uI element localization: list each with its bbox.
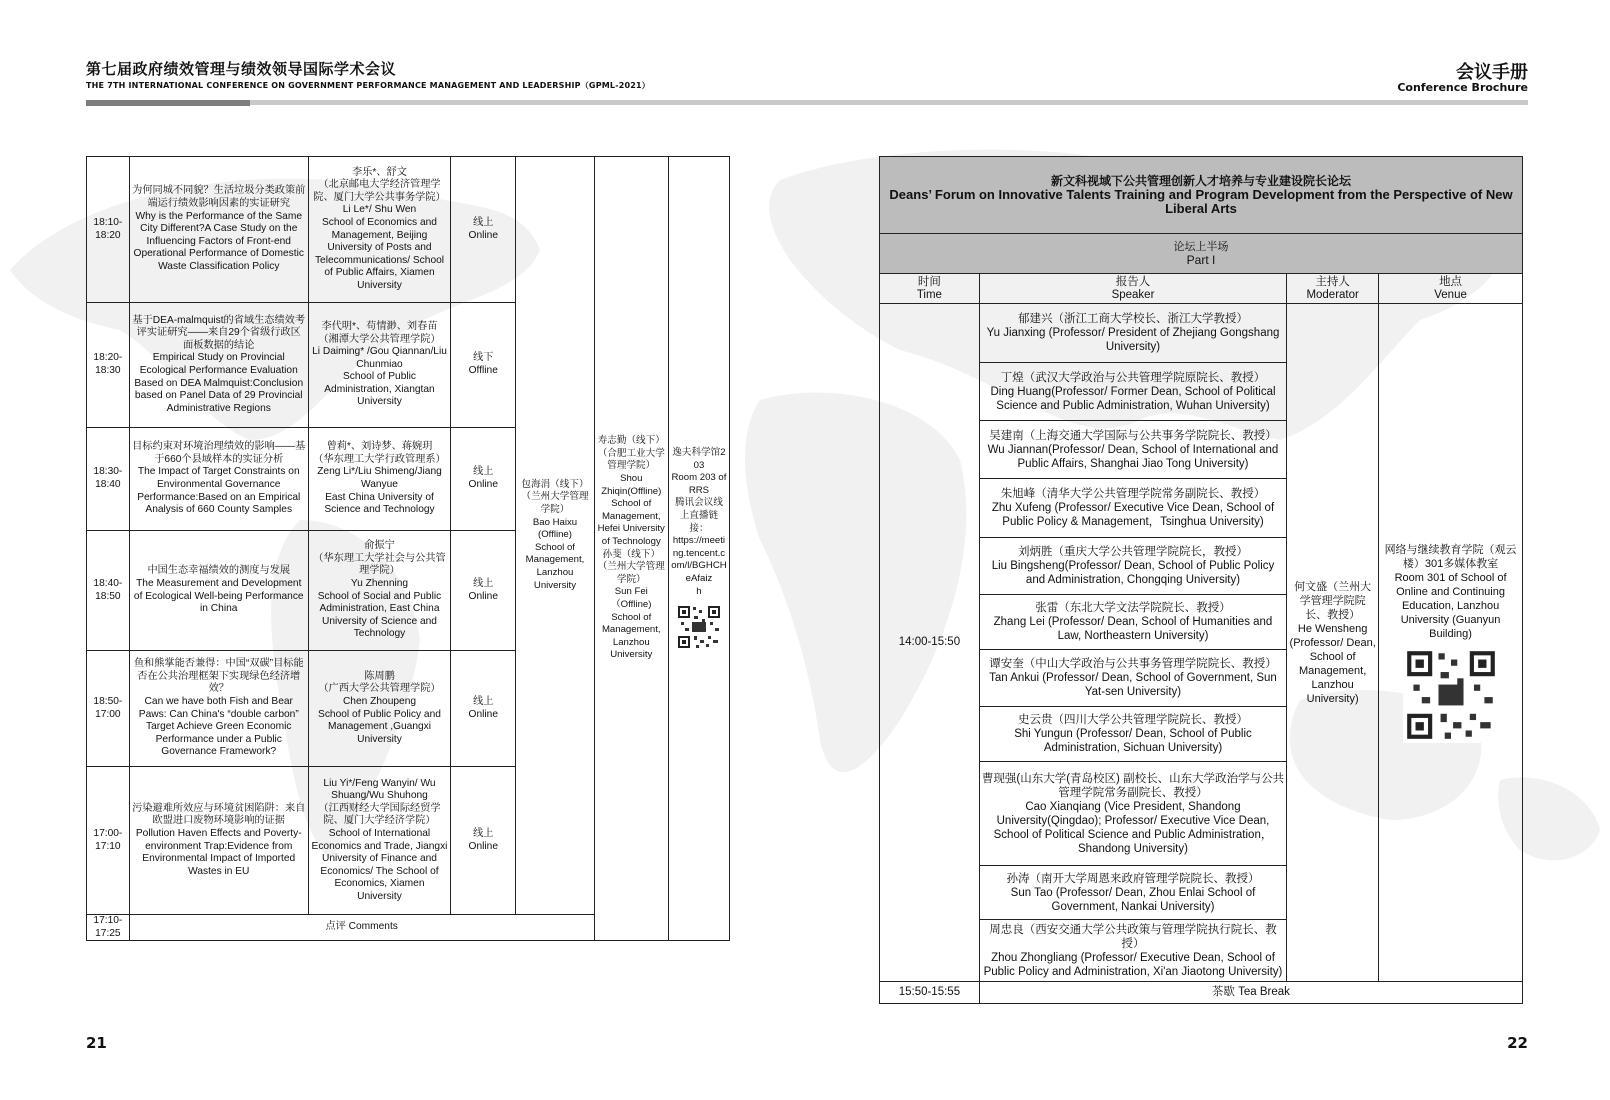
paper-title-cell: 为何同城不同貌？生活垃圾分类政策前端运行绩效影响因素的实证研究 Why is the Performance of the Same City Different?A Case Study on the Influencing Factors of Front-end Operational Performance of Domestic Waste Classification Policy: [129, 157, 308, 303]
paper-title-cell: 鱼和熊掌能否兼得：中国“双碳”目标能否在公共治理框架下实现绿色经济增效？ Can we have both Fish and Bear Paws: Can China's “double carbon” Target Achieve Green Economic Performance under a Public Governance Framework?: [129, 651, 308, 767]
brochure-title-en: Conference Brochure: [1397, 81, 1528, 94]
authors-cell: 曾莉*、刘诗梦、蒋婉玥 （华东理工大学行政管理系） Zeng Li*/Liu Shimeng/Jiang Wanyue East China University of Science and Technology: [308, 428, 450, 531]
page-number-left: 21: [86, 1034, 107, 1052]
venue-cell: [1379, 304, 1523, 982]
part-title-en: Part I: [1186, 252, 1216, 267]
part-heading-cell: [880, 234, 1523, 274]
speaker-row: [880, 304, 1523, 363]
forum-title-cn: 新文科视域下公共管理创新人才培养与专业建设院长论坛: [1050, 174, 1351, 188]
conference-title-en: THE 7TH INTERNATIONAL CONFERENCE ON GOVERNMENT PERFORMANCE MANAGEMENT AND LEADERSHIP（GPML-2021）: [86, 81, 650, 90]
moderator-header: 主持人 Moderator: [1287, 274, 1379, 304]
speaker-cell: 谭安奎（中山大学政治与公共事务管理学院院长、教授） Tan Ankui (Professor/ Dean, School of Government, Sun Yat-sen University): [979, 650, 1286, 707]
time-cell: 17:10- 17:25: [87, 915, 130, 941]
brochure-title-cn: 会议手册: [1456, 62, 1528, 83]
venue-text: 逸夫科学馆203 Room 203 of RRS 腾讯会议线上直播链接： https://meeting.tencent.com/l/BGHCHeAfaiz h: [671, 447, 727, 597]
discussant-cell: 寿志勤（线下） （合肥工业大学管理学院） Shou Zhiqin(Offline) School of Management, Hefei University of Technology 孙斐（线下） （兰州大学管理学院） Sun Fei （Offline) School of Management, Lanzhou University: [594, 157, 668, 941]
authors-cell: Liu Yi*/Feng Wanyin/ Wu Shuang/Wu Shuhong （江西财经大学国际经贸学院、厦门大学经济学院） School of International Economics and Trade, Jiangxi University of Finance and Economics/ The School of Economics, Xiamen University: [308, 767, 450, 915]
authors-cell: 李代明*、苟情渺、刘春苗 （湘潭大学公共管理学院） Li Daiming* /Gou Qiannan/Liu Chunmiao School of Public Administration, Xiangtan University: [308, 303, 450, 428]
session-schedule-table: [86, 156, 730, 941]
authors-cell: 俞振宁 （华东理工大学社会与公共管理学院） Yu Zhenning School of Social and Public Administration, East China University of Science and Technology: [308, 531, 450, 651]
time-header: 时间 Time: [880, 274, 980, 304]
paper-title-cell: 目标约束对环境治理绩效的影响——基于660个县域样本的实证分析 The Impact of Target Constraints on Environmental Governance Performance:Based on an Empirical Analysis of 660 County Samples: [129, 428, 308, 531]
time-cell: 18:10- 18:20: [87, 157, 130, 303]
qr-code-icon[interactable]: [1403, 647, 1499, 743]
time-cell: 18:40- 18:50: [87, 531, 130, 651]
authors-cell: 李乐*、舒文 （北京邮电大学经济管理学院、厦门大学公共事务学院） Li Le*/ Shu Wen School of Economics and Management, Beijing University of Posts and Telecommunications/ School of Public Affairs, Xiamen University: [308, 157, 450, 303]
speaker-cell: 吴建南（上海交通大学国际与公共事务学院院长、教授） Wu Jiannan(Professor/ Dean, School of International and Public Affairs, Shanghai Jiao Tong University): [979, 421, 1286, 479]
mode-cell: 线上 Online: [451, 531, 516, 651]
mode-cell: 线下 Offline: [451, 303, 516, 428]
speaker-cell: 孙涛（南开大学周恩来政府管理学院院长、教授） Sun Tao (Professor/ Dean, Zhou Enlai School of Government, Nankai University): [979, 866, 1286, 920]
venue-cell: [668, 157, 729, 941]
speaker-cell: 丁煌（武汉大学政治与公共管理学院原院长、教授） Ding Huang(Professor/ Former Dean, School of Political Science and Public Administration, Wuhan University): [979, 363, 1286, 421]
time-cell: 17:00- 17:10: [87, 767, 130, 915]
mode-cell: 线上 Online: [451, 428, 516, 531]
conference-title-cn: 第七届政府绩效管理与绩效领导国际学术会议: [86, 60, 397, 78]
time-cell: 18:30- 18:40: [87, 428, 130, 531]
forum-title-en: Deans’ Forum on Innovative Talents Training and Program Development from the Perspective of New Liberal Arts: [889, 187, 1513, 216]
venue-header: 地点 Venue: [1379, 274, 1523, 304]
speaker-cell: 刘炳胜（重庆大学公共管理学院院长，教授） Liu Bingsheng(Professor/ Dean, School of Public Policy and Administration, Chongqing University): [979, 538, 1286, 595]
break-row: [880, 982, 1523, 1004]
speaker-cell: 曹现强(山东大学(青岛校区) 副校长、山东大学政治学与公共管理学院常务副院长、教授） Cao Xianqiang (Vice President, Shandong University(Qingdao); Professor/ Executive Vice Dean, School of Political Science and Public Administration，Shandong University): [979, 762, 1286, 866]
mode-cell: 线上 Online: [451, 651, 516, 767]
paper-title-cell: 中国生态幸福绩效的测度与发展 The Measurement and Development of Ecological Well-being Performance in China: [129, 531, 308, 651]
header-rule-accent: [86, 100, 250, 106]
mode-cell: 线上 Online: [451, 767, 516, 915]
table-header-row: [880, 274, 1523, 304]
time-cell: 18:50- 17:00: [87, 651, 130, 767]
header-rule: [250, 100, 1528, 105]
moderator-cell: 包海涓（线下） （兰州大学管理学院） Bao Haixu (Offline) School of Management, Lanzhou University: [516, 157, 594, 915]
table-row: [87, 157, 730, 303]
authors-cell: 陈周鹏 （广西大学公共管理学院） Chen Zhoupeng School of Public Policy and Management ,Guangxi University: [308, 651, 450, 767]
paper-title-cell: 污染避难所效应与环境贫困陷阱：来自欧盟进口废物环境影响的证据 Pollution Haven Effects and Poverty-environment Trap:Evidence from Environmental Impact of Imported Wastes in EU: [129, 767, 308, 915]
page-number-right: 22: [1507, 1034, 1528, 1052]
speaker-cell: 周忠良（西安交通大学公共政策与管理学院执行院长、教授） Zhou Zhongliang (Professor/ Executive Dean, School of Public Policy and Administration, Xi'an Jiaotong University): [979, 920, 1286, 982]
part-title-cn: 论坛上半场: [1173, 240, 1229, 253]
forum-title-cell: [880, 157, 1523, 234]
speaker-cell: 朱旭峰（清华大学公共管理学院常务副院长、教授） Zhu Xufeng (Professor/ Executive Vice Dean, School of Public Policy & Management，Tsinghua University): [979, 479, 1286, 538]
speaker-cell: 史云贵（四川大学公共管理学院院长、教授） Shi Yungun (Professor/ Dean, School of Public Administration, Sichuan University): [979, 707, 1286, 762]
speaker-cell: 张雷（东北大学文法学院院长、教授） Zhang Lei (Professor/ Dean, School of Humanities and Law, Northeastern University): [979, 595, 1286, 650]
break-label-cell: 茶歇 Tea Break: [979, 982, 1522, 1004]
moderator-cell: 何文盛（兰州大学管理学院院长、教授） He Wensheng (Professor/ Dean, School of Management, Lanzhou University): [1287, 304, 1379, 982]
time-cell: 18:20- 18:30: [87, 303, 130, 428]
speaker-header: 报告人 Speaker: [979, 274, 1286, 304]
break-time-cell: 15:50-15:55: [880, 982, 980, 1004]
session-time-cell: 14:00-15:50: [880, 304, 980, 982]
paper-title-cell: 基于DEA-malmquist的省域生态绩效考评实证研究——来自29个省级行政区面板数据的结论 Empirical Study on Provincial Ecological Performance Evaluation Based on DEA Malmquist:Conclusion based on Panel Data of 29 Provincial Administrative Regions: [129, 303, 308, 428]
deans-forum-table: [879, 156, 1523, 1004]
qr-code-icon[interactable]: [676, 604, 722, 650]
mode-cell: 线上 Online: [451, 157, 516, 303]
venue-text: 网络与继续教育学院（观云楼）301多媒体教室 Room 301 of School of Online and Continuing Education, Lanzhou University (Guanyun Building): [1384, 543, 1517, 640]
speaker-cell: 郁建兴（浙江工商大学校长、浙江大学教授） Yu Jianxing (Professor/ President of Zhejiang Gongshang University): [979, 304, 1286, 363]
comments-cell: 点评 Comments: [129, 915, 594, 941]
